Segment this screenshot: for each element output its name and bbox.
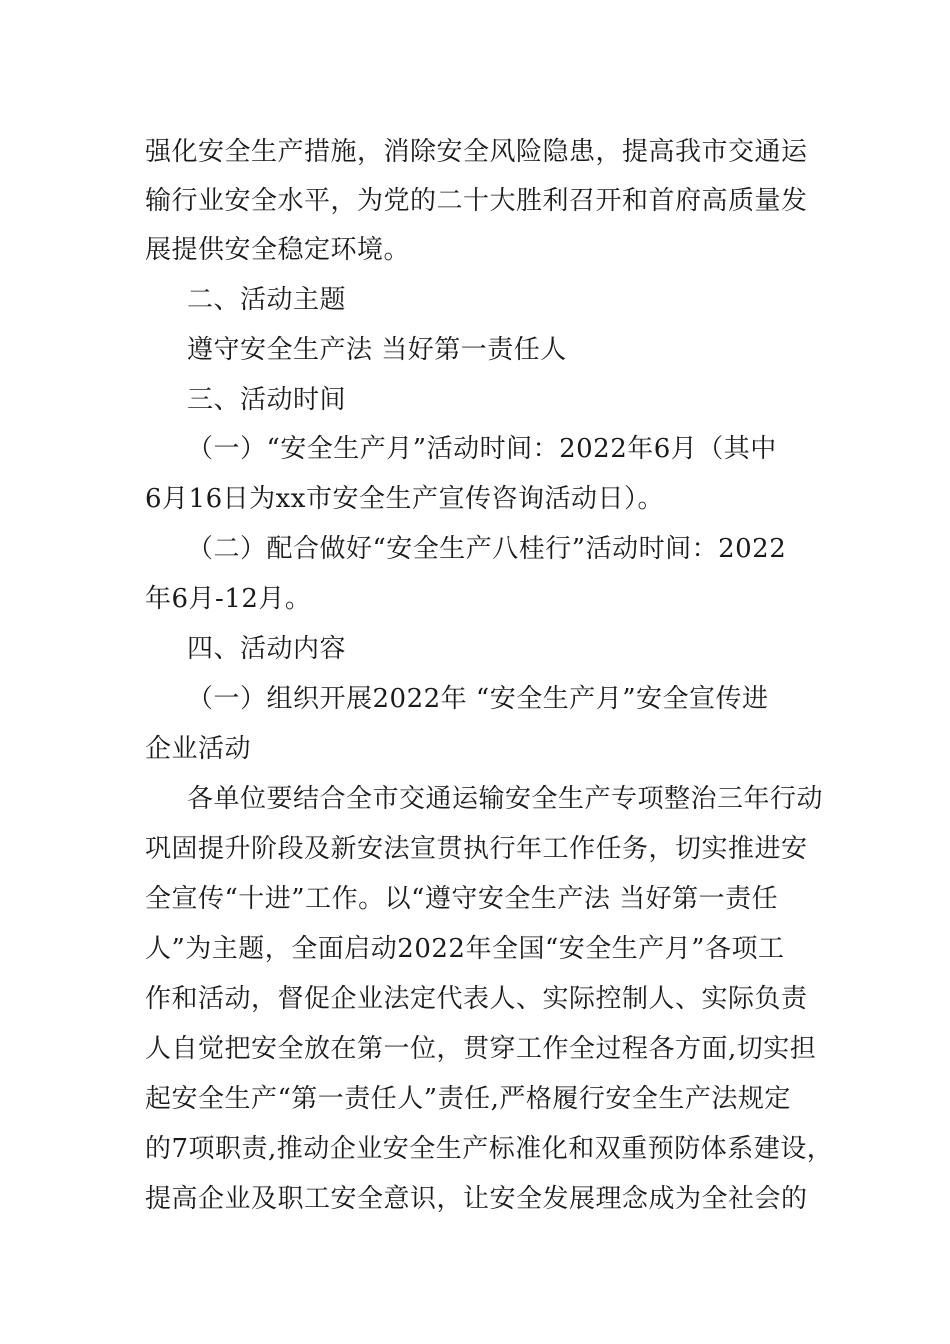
subsection-heading: 企业活动 (145, 734, 252, 764)
text-line: 展提供安全稳定环境。 (145, 235, 411, 265)
section-heading: 三、活动时间 (187, 385, 347, 415)
text-line: 作和活动，督促企业法定代表人、实际控制人、实际负责 (145, 984, 808, 1014)
text-line: 各单位要结合全市交通运输安全生产专项整治三年行动 (187, 784, 824, 814)
text-line: 人自觉把安全放在第一位，贯穿工作全过程各方面,切实担 (145, 1034, 817, 1064)
text-line: 6月16日为xx市安全生产宣传咨询活动日）。 (145, 484, 664, 514)
text-line: 人”为主题，全面启动2022年全国“安全生产月”各项工 (145, 934, 785, 964)
subsection-heading: （一）组织开展2022年 “安全生产月”安全宣传进 (187, 684, 769, 714)
text-line: 的7项职责,推动企业安全生产标准化和双重预防体系建设， (145, 1134, 834, 1164)
text-line: 全宣传“十进”工作。以“遵守安全生产法 当好第一责任 (145, 884, 779, 914)
text-line: （二）配合做好“安全生产八桂行”活动时间：2022 (187, 534, 787, 564)
text-line: 输行业安全水平，为党的二十大胜利召开和首府高质量发 (145, 186, 808, 216)
text-line: （一）“安全生产月”活动时间：2022年6月（其中 (187, 434, 777, 464)
text-line: 遵守安全生产法 当好第一责任人 (187, 335, 567, 365)
text-line: 提高企业及职工安全意识，让安全发展理念成为全社会的 (145, 1184, 808, 1214)
section-heading: 二、活动主题 (187, 285, 347, 315)
text-line: 起安全生产“第一责任人”责任,严格履行安全生产法规定 (145, 1084, 791, 1114)
text-line: 强化安全生产措施，消除安全风险隐患，提高我市交通运 (145, 137, 808, 167)
text-line: 年6月-12月。 (145, 584, 312, 614)
section-heading: 四、活动内容 (187, 634, 347, 664)
text-line: 巩固提升阶段及新安法宣贯执行年工作任务，切实推进安 (145, 834, 808, 864)
